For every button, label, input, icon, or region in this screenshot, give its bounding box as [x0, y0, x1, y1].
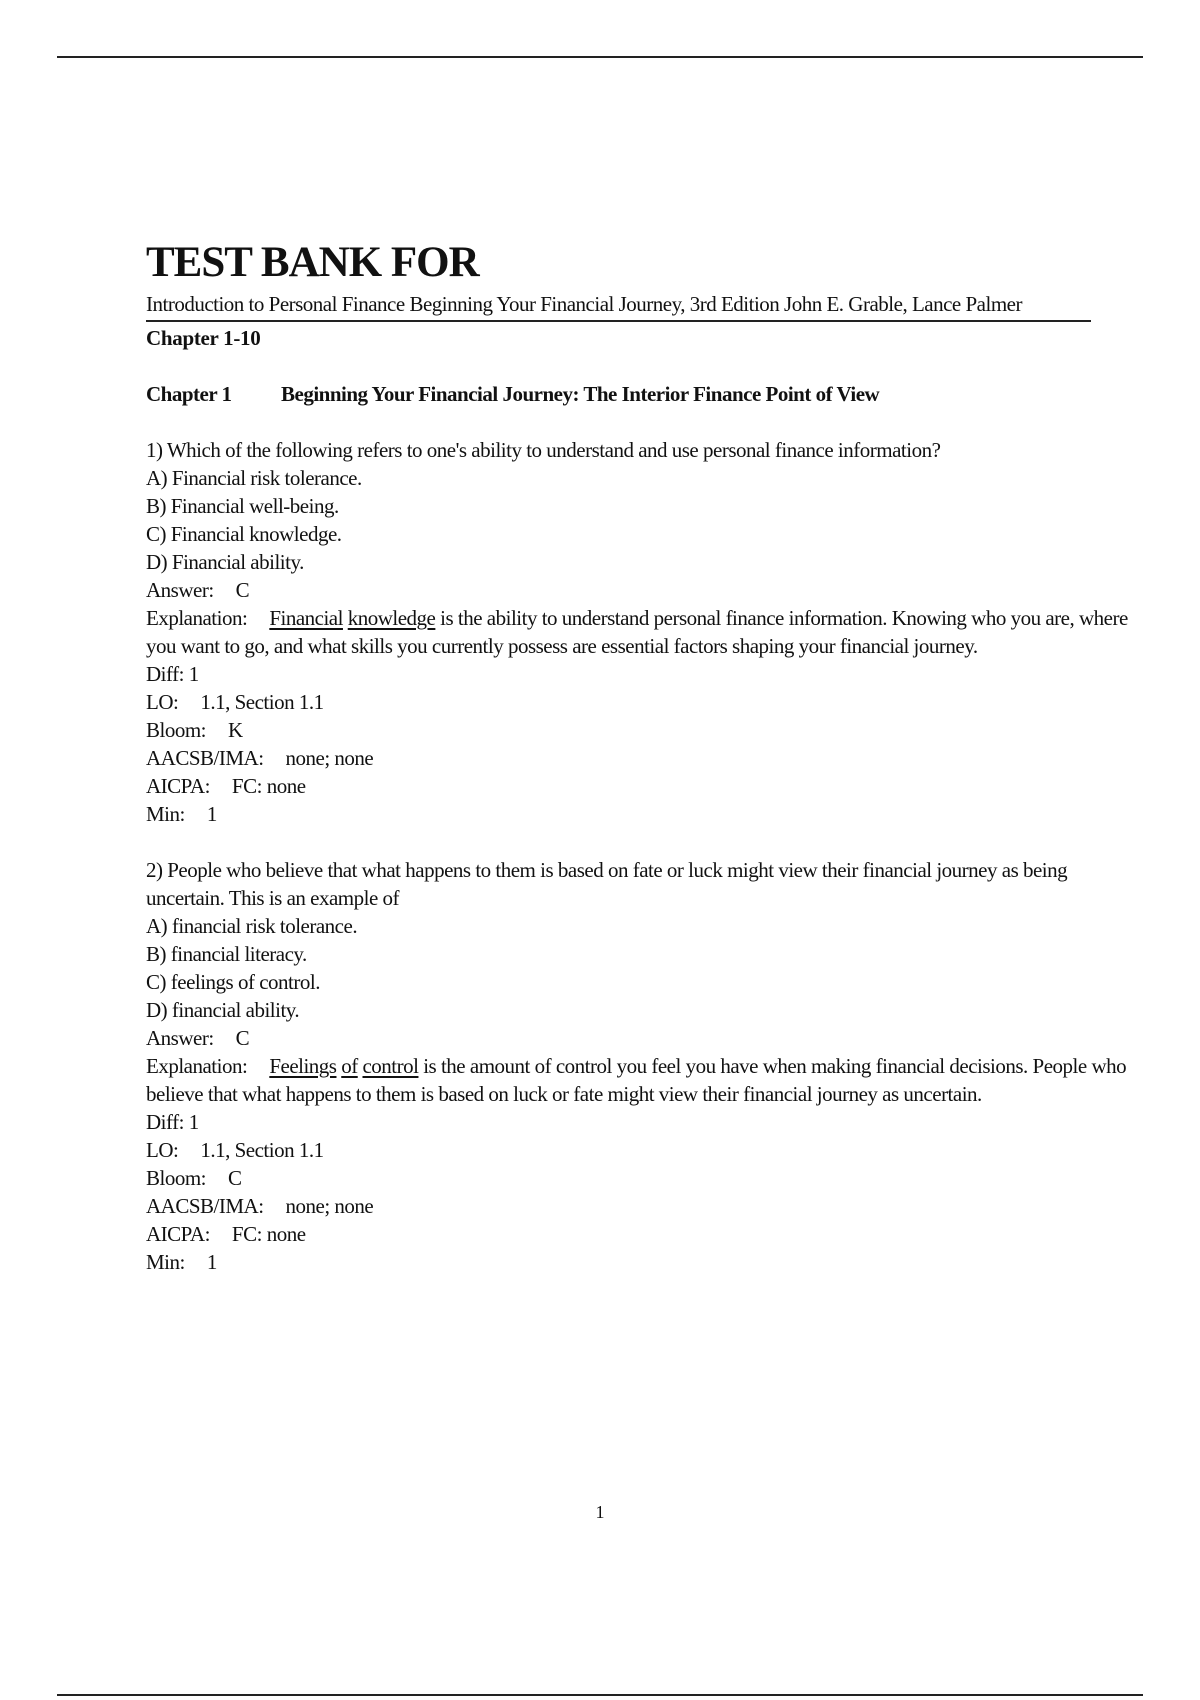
- lo-label: LO:: [146, 690, 179, 714]
- question-1: [146, 436, 1136, 828]
- bloom-value: K: [228, 718, 243, 742]
- answer-value: C: [235, 578, 250, 602]
- page-number: 1: [595, 1502, 605, 1522]
- answer-option-a: A) financial risk tolerance.: [146, 914, 358, 938]
- question-stem: 2) People who believe that what happens to them is based on fate or luck might view their financial journey as being uncertain. This is an example of: [146, 858, 1068, 910]
- bloom-level: [146, 1164, 1136, 1192]
- footer-rule: [57, 1694, 1143, 1696]
- chapter-range: Chapter 1-10: [146, 326, 261, 350]
- bloom-level: [146, 716, 1136, 744]
- question-2: [146, 856, 1136, 1276]
- explanation: [146, 604, 1128, 660]
- explanation-text: is the ability to understand personal finance information. Knowing who you are, where you want to go, and what skills you currently possess are essential factors shaping your financial journey.: [146, 606, 1128, 658]
- aicpa: [146, 772, 1136, 800]
- chapter-number: Chapter 1: [146, 382, 232, 406]
- min-label: Min:: [146, 1250, 185, 1274]
- aicpa-value: FC: none: [231, 774, 306, 798]
- explanation-label: Explanation:: [146, 1054, 248, 1078]
- bloom-label: Bloom:: [146, 718, 207, 742]
- aacsb-label: AACSB/IMA:: [146, 746, 264, 770]
- answer-option-c: C) feelings of control.: [146, 970, 320, 994]
- answer-value: C: [235, 1026, 250, 1050]
- document-title: TEST BANK FOR: [146, 239, 479, 286]
- explanation-term: Financial: [269, 606, 343, 630]
- aicpa-label: AICPA:: [146, 774, 210, 798]
- aicpa-label: AICPA:: [146, 1222, 210, 1246]
- explanation-term: of: [341, 1054, 358, 1078]
- lo-value: 1.1, Section 1.1: [200, 690, 324, 714]
- aicpa: [146, 1220, 1136, 1248]
- aicpa-value: FC: none: [231, 1222, 306, 1246]
- question-stem: 1) Which of the following refers to one's ability to understand and use personal finance information?: [146, 438, 941, 462]
- explanation-text: is the amount of control you feel you have when making financial decisions. People who believe that what happens to them is based on luck or fate might view their financial journey as uncertain.: [146, 1054, 1127, 1106]
- answer-option-d: D) financial ability.: [146, 998, 300, 1022]
- answer-option-d: D) Financial ability.: [146, 550, 304, 574]
- learning-objective: [146, 688, 1136, 716]
- min-label: Min:: [146, 802, 185, 826]
- chapter-title: Beginning Your Financial Journey: The Interior Finance Point of View: [281, 382, 880, 406]
- subtitle-rule: [146, 320, 1091, 322]
- answer-line: [146, 576, 1136, 604]
- explanation-term: control: [362, 1054, 419, 1078]
- aacsb-label: AACSB/IMA:: [146, 1194, 264, 1218]
- learning-objective: [146, 1136, 1136, 1164]
- aacsb-ima: [146, 1192, 1136, 1220]
- explanation-term: Feelings: [269, 1054, 337, 1078]
- bloom-value: C: [228, 1166, 242, 1190]
- answer-label: Answer:: [146, 1026, 214, 1050]
- aacsb-value: none; none: [285, 1194, 374, 1218]
- min-value: 1: [206, 1250, 217, 1274]
- answer-label: Answer:: [146, 578, 214, 602]
- explanation-label: Explanation:: [146, 606, 248, 630]
- lo-label: LO:: [146, 1138, 179, 1162]
- bloom-label: Bloom:: [146, 1166, 207, 1190]
- answer-option-a: A) Financial risk tolerance.: [146, 466, 362, 490]
- answer-line: [146, 1024, 1136, 1052]
- difficulty: Diff: 1: [146, 1110, 199, 1134]
- document-subtitle: Introduction to Personal Finance Beginning Your Financial Journey, 3rd Edition John E. Grable, Lance Palmer: [146, 292, 1022, 316]
- lo-value: 1.1, Section 1.1: [200, 1138, 324, 1162]
- answer-option-b: B) Financial well-being.: [146, 494, 339, 518]
- aacsb-value: none; none: [285, 746, 374, 770]
- answer-option-c: C) Financial knowledge.: [146, 522, 342, 546]
- explanation-term: knowledge: [347, 606, 436, 630]
- header-rule: [57, 56, 1143, 58]
- page-content: [146, 238, 1136, 1276]
- answer-option-b: B) financial literacy.: [146, 942, 307, 966]
- minutes: [146, 1248, 1136, 1276]
- explanation: [146, 1052, 1128, 1108]
- minutes: [146, 800, 1136, 828]
- min-value: 1: [206, 802, 217, 826]
- chapter-heading: [146, 380, 1136, 408]
- aacsb-ima: [146, 744, 1136, 772]
- difficulty: Diff: 1: [146, 662, 199, 686]
